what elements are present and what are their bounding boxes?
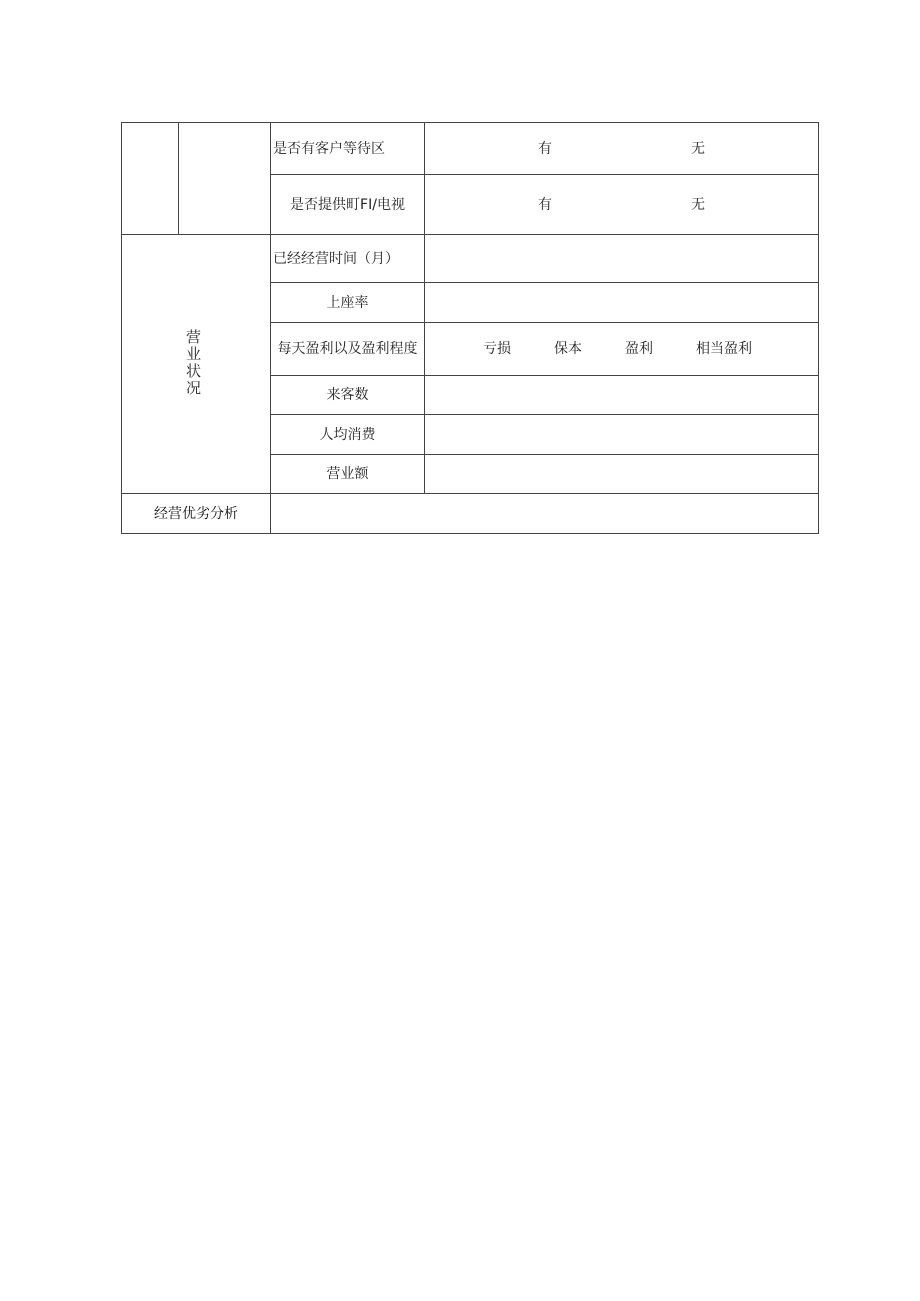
daily-profit-label: 每天盈利以及盈利程度 [271,323,425,376]
profit-option-high-profit[interactable]: 相当盈利 [696,341,752,357]
wifi-tv-label: 是否提供町FI/电视 [271,175,425,235]
customer-count-value[interactable] [425,376,819,415]
waiting-area-option-yes[interactable]: 有 [538,140,552,157]
waiting-area-options [425,123,819,175]
business-status-title: 营业状况 [186,328,202,397]
operating-months-value[interactable] [425,235,819,283]
occupancy-value[interactable] [425,283,819,323]
business-survey-table [121,122,819,534]
business-status-section [122,235,271,494]
revenue-value[interactable] [425,455,819,494]
waiting-area-label: 是否有客户等待区 [271,123,425,175]
revenue-label: 营业额 [271,455,425,494]
profit-option-loss[interactable]: 亏损 [483,341,511,357]
wifi-tv-option-no[interactable]: 无 [691,196,705,213]
occupancy-label: 上座率 [271,283,425,323]
wifi-tv-option-yes[interactable]: 有 [538,196,552,213]
operating-months-label: 已经经营时间（月） [271,235,425,283]
analysis-value[interactable] [271,494,819,534]
waiting-area-option-no[interactable]: 无 [691,140,705,157]
daily-profit-options [425,323,819,376]
profit-option-profit[interactable]: 盈利 [625,341,653,357]
waiting-area-row [122,123,819,175]
customer-count-label: 来客数 [271,376,425,415]
avg-spend-value[interactable] [425,415,819,455]
operating-months-row [122,235,819,283]
blank-section-cell [122,123,179,235]
profit-option-breakeven[interactable]: 保本 [554,341,582,357]
blank-subsection-cell [179,123,271,235]
wifi-tv-options [425,175,819,235]
analysis-title: 经营优劣分析 [122,494,271,534]
analysis-row [122,494,819,534]
avg-spend-label: 人均消费 [271,415,425,455]
